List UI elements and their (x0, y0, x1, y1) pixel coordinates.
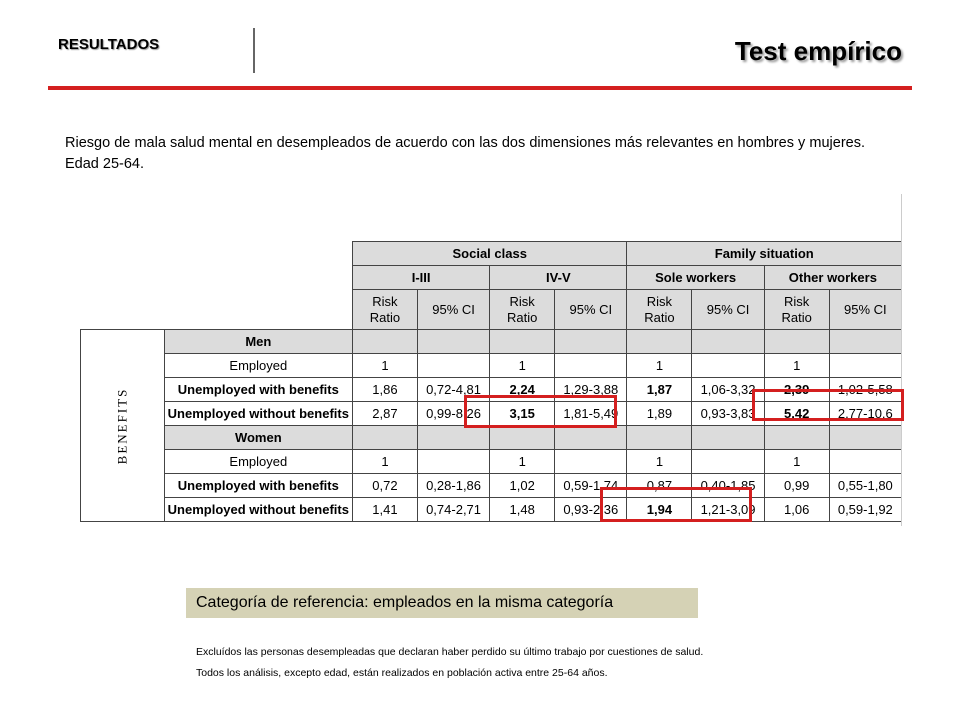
group-row-women: Women (164, 426, 352, 450)
cell-value: 1,86 (352, 378, 417, 402)
cell-value (417, 450, 489, 474)
footnote-1: Excluídos las personas desempleadas que declaran haber perdido su último trabajo por cuestiones de salud. (196, 646, 704, 658)
cell-value: 3,15 (490, 402, 555, 426)
subgroup-header-iv-v: IV-V (490, 266, 627, 290)
highlight-box-men-other-workers (752, 389, 904, 421)
row-label-employed: Employed (164, 354, 352, 378)
cell-value: 0,59-1,74 (555, 474, 627, 498)
cell-value: 1,81-5,49 (555, 402, 627, 426)
cell-value: 0,99-8,26 (417, 402, 489, 426)
cell-value: 1 (352, 354, 417, 378)
benefits-side-label: BENEFITS (81, 330, 165, 522)
cell-value: 1,29-3,88 (555, 378, 627, 402)
footnote-2: Todos los análisis, excepto edad, están realizados en población activa entre 25-64 años. (196, 667, 608, 679)
cell-value: 1 (764, 450, 829, 474)
cell-value: 0,72-4,81 (417, 378, 489, 402)
col-header-risk-ratio: Risk Ratio (627, 290, 692, 330)
cell-value: 5,42 (764, 402, 829, 426)
cell-value: 2,87 (352, 402, 417, 426)
row-label-unemployed-with-benefits: Unemployed with benefits (164, 378, 352, 402)
header-rule (48, 86, 912, 90)
cell-value: 1,41 (352, 498, 417, 522)
cell-value: 1,06-3,32 (692, 378, 764, 402)
cell-value: 1,89 (627, 402, 692, 426)
cell-value: 0,72 (352, 474, 417, 498)
reference-category-note: Categoría de referencia: empleados en la misma categoría (186, 588, 698, 618)
cell-value: 1 (352, 450, 417, 474)
cell-value: 1,02 (490, 474, 555, 498)
subgroup-header-i-iii: I-III (352, 266, 489, 290)
cell-value: 2,39 (764, 378, 829, 402)
cell-value: 1 (490, 354, 555, 378)
results-table (80, 241, 902, 522)
table-row (81, 474, 902, 498)
highlight-box-men-iv-v (464, 395, 617, 428)
cell-value (829, 354, 901, 378)
cell-value: 0,55-1,80 (829, 474, 901, 498)
cell-value (555, 354, 627, 378)
col-header-ci: 95% CI (692, 290, 764, 330)
cell-value: 1,21-3,09 (692, 498, 764, 522)
cell-value: 1 (764, 354, 829, 378)
cell-value: 1,02-5,58 (829, 378, 901, 402)
cell-value: 0,40-1,85 (692, 474, 764, 498)
subgroup-header-sole-workers: Sole workers (627, 266, 764, 290)
table-row (81, 498, 902, 522)
slide-description: Riesgo de mala salud mental en desempleados de acuerdo con las dos dimensiones más relevantes en hombres y mujeres. Edad 25-64. (65, 135, 865, 172)
header-divider (253, 28, 255, 73)
col-header-ci: 95% CI (829, 290, 901, 330)
cell-value (555, 450, 627, 474)
cell-value (692, 354, 764, 378)
table-row (81, 354, 902, 378)
col-header-risk-ratio: Risk Ratio (490, 290, 555, 330)
group-header-social-class: Social class (352, 242, 627, 266)
row-label-unemployed-with-benefits: Unemployed with benefits (164, 474, 352, 498)
cell-value: 1,06 (764, 498, 829, 522)
cell-value: 1 (627, 450, 692, 474)
col-header-risk-ratio: Risk Ratio (764, 290, 829, 330)
group-header-family-situation: Family situation (627, 242, 902, 266)
col-header-ci: 95% CI (417, 290, 489, 330)
cell-value: 2,24 (490, 378, 555, 402)
cell-value: 1,94 (627, 498, 692, 522)
cell-value: 0,74-2,71 (417, 498, 489, 522)
cell-value: 1 (627, 354, 692, 378)
row-label-unemployed-without-benefits: Unemployed without benefits (164, 498, 352, 522)
cell-value (692, 450, 764, 474)
cell-value: 0,28-1,86 (417, 474, 489, 498)
table-row (81, 450, 902, 474)
cell-value: 0,93-2,36 (555, 498, 627, 522)
cell-value: 1,48 (490, 498, 555, 522)
section-label: RESULTADOS (58, 36, 160, 53)
cell-value: 1,87 (627, 378, 692, 402)
cell-value: 0,59-1,92 (829, 498, 901, 522)
cell-value (417, 354, 489, 378)
cell-value (829, 450, 901, 474)
row-label-unemployed-without-benefits: Unemployed without benefits (164, 402, 352, 426)
cell-value: 0,99 (764, 474, 829, 498)
row-label-employed: Employed (164, 450, 352, 474)
cell-value: 1 (490, 450, 555, 474)
col-header-risk-ratio: Risk Ratio (352, 290, 417, 330)
subgroup-header-other-workers: Other workers (764, 266, 901, 290)
slide-title: Test empírico (734, 36, 902, 66)
cell-value: 2,77-10,6 (829, 402, 901, 426)
results-table-area (62, 194, 902, 526)
cell-value: 0,87 (627, 474, 692, 498)
group-row-men: Men (164, 330, 352, 354)
cell-value: 0,93-3,83 (692, 402, 764, 426)
col-header-ci: 95% CI (555, 290, 627, 330)
highlight-box-women-sole-workers (600, 487, 752, 522)
